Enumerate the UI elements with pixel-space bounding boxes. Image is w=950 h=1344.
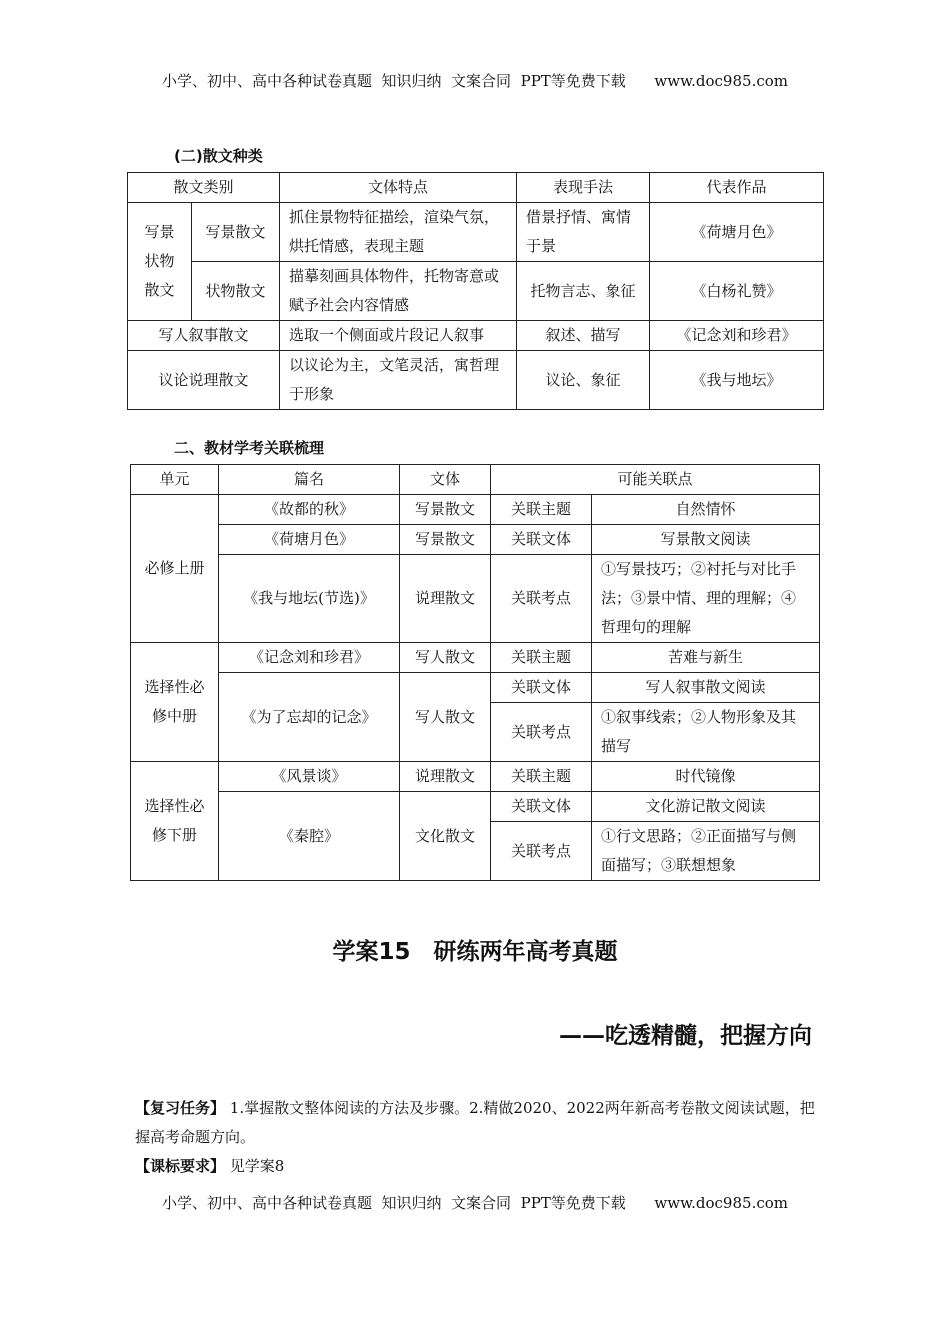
techniques-cell: 托物言志、象征 xyxy=(517,262,650,321)
title-cell: 《风景谈》 xyxy=(219,762,400,792)
curriculum-standard-text: 见学案8 xyxy=(229,1157,285,1175)
techniques-cell: 借景抒情、寓情于景 xyxy=(517,203,650,262)
title-cell: 《记念刘和珍君》 xyxy=(219,643,400,673)
point-cell: 自然情怀 xyxy=(592,495,820,525)
point-cell: 苦难与新生 xyxy=(592,643,820,673)
genre-cell: 写人散文 xyxy=(400,643,491,673)
essay-types-table xyxy=(127,172,824,410)
page-header: 小学、初中、高中各种试卷真题 知识归纳 文案合同 PPT等免费下载 www.doc985.com xyxy=(161,72,788,90)
header-cell: 表现手法 xyxy=(517,173,650,203)
header-cell: 单元 xyxy=(131,465,219,495)
table-row xyxy=(131,525,820,555)
point-cell: ①行文思路；②正面描写与侧面描写；③联想想象 xyxy=(592,822,820,881)
title-cell: 《我与地坛(节选)》 xyxy=(219,555,400,643)
title-cell: 《故都的秋》 xyxy=(219,495,400,525)
curriculum-standard-paragraph xyxy=(135,1152,815,1181)
techniques-cell: 议论、象征 xyxy=(517,351,650,410)
link-cell: 关联主题 xyxy=(491,495,592,525)
point-cell: 文化游记散文阅读 xyxy=(592,792,820,822)
genre-cell: 文化散文 xyxy=(400,792,491,881)
table-row xyxy=(128,321,824,351)
link-cell: 关联文体 xyxy=(491,673,592,703)
table-row xyxy=(131,792,820,822)
table-row xyxy=(131,495,820,525)
title-cell: 《为了忘却的记念》 xyxy=(219,673,400,762)
link-cell: 关联考点 xyxy=(491,555,592,643)
link-cell: 关联主题 xyxy=(491,762,592,792)
review-task-text: 1.掌握散文整体阅读的方法及步骤。2.精做2020、2022两年新高考卷散文阅读试题，把握高考命题方向。 xyxy=(135,1099,815,1146)
genre-cell: 说理散文 xyxy=(400,555,491,643)
lesson-subtitle: ——吃透精髓，把握方向 xyxy=(559,1023,812,1049)
table-header-row xyxy=(131,465,820,495)
unit-cell: 必修上册 xyxy=(131,495,219,643)
link-cell: 关联考点 xyxy=(491,703,592,762)
group-label-cell: 写景 状物 散文 xyxy=(128,203,192,321)
header-cell: 代表作品 xyxy=(650,173,824,203)
techniques-cell: 叙述、描写 xyxy=(517,321,650,351)
unit-cell: 选择性必修下册 xyxy=(131,762,219,881)
link-cell: 关联文体 xyxy=(491,792,592,822)
table-row xyxy=(131,643,820,673)
work-cell: 《记念刘和珍君》 xyxy=(650,321,824,351)
point-cell: ①叙事线索；②人物形象及其描写 xyxy=(592,703,820,762)
point-cell: 写景散文阅读 xyxy=(592,525,820,555)
table-row xyxy=(128,203,824,262)
header-cell: 文体特点 xyxy=(280,173,517,203)
genre-cell: 说理散文 xyxy=(400,762,491,792)
point-cell: 时代镜像 xyxy=(592,762,820,792)
work-cell: 《我与地坛》 xyxy=(650,351,824,410)
table-header-row xyxy=(128,173,824,203)
review-task-tag: 【复习任务】 xyxy=(135,1099,226,1117)
table-row xyxy=(131,673,820,703)
unit-cell: 选择性必修中册 xyxy=(131,643,219,762)
table-row xyxy=(131,555,820,643)
table-row xyxy=(131,762,820,792)
title-cell: 《秦腔》 xyxy=(219,792,400,881)
point-cell: ①写景技巧；②衬托与对比手法；③景中情、理的理解；④哲理句的理解 xyxy=(592,555,820,643)
table-row xyxy=(128,351,824,410)
work-cell: 《白杨礼赞》 xyxy=(650,262,824,321)
section-heading-essay-types: (二)散文种类 xyxy=(174,147,263,165)
features-cell: 选取一个侧面或片段记人叙事 xyxy=(280,321,517,351)
features-cell: 以议论为主，文笔灵活，寓哲理于形象 xyxy=(280,351,517,410)
link-cell: 关联考点 xyxy=(491,822,592,881)
title-cell: 《荷塘月色》 xyxy=(219,525,400,555)
header-cell: 篇名 xyxy=(219,465,400,495)
header-cell: 可能关联点 xyxy=(491,465,820,495)
category-cell: 状物散文 xyxy=(192,262,280,321)
curriculum-standard-tag: 【课标要求】 xyxy=(135,1157,226,1175)
header-cell: 文体 xyxy=(400,465,491,495)
genre-cell: 写人散文 xyxy=(400,673,491,762)
lesson-title: 学案15 研练两年高考真题 xyxy=(332,939,618,965)
category-cell: 议论说理散文 xyxy=(128,351,280,410)
genre-cell: 写景散文 xyxy=(400,495,491,525)
header-cell: 散文类别 xyxy=(128,173,280,203)
point-cell: 写人叙事散文阅读 xyxy=(592,673,820,703)
category-cell: 写人叙事散文 xyxy=(128,321,280,351)
review-task-paragraph xyxy=(135,1094,815,1152)
link-cell: 关联主题 xyxy=(491,643,592,673)
features-cell: 描摹刻画具体物件，托物寄意或赋予社会内容情感 xyxy=(280,262,517,321)
table-row xyxy=(128,262,824,321)
work-cell: 《荷塘月色》 xyxy=(650,203,824,262)
category-cell: 写景散文 xyxy=(192,203,280,262)
genre-cell: 写景散文 xyxy=(400,525,491,555)
textbook-links-table xyxy=(130,464,820,881)
features-cell: 抓住景物特征描绘，渲染气氛，烘托情感，表现主题 xyxy=(280,203,517,262)
link-cell: 关联文体 xyxy=(491,525,592,555)
section-heading-textbook-links: 二、教材学考关联梳理 xyxy=(174,439,325,457)
page-footer: 小学、初中、高中各种试卷真题 知识归纳 文案合同 PPT等免费下载 www.doc985.com xyxy=(161,1194,788,1212)
